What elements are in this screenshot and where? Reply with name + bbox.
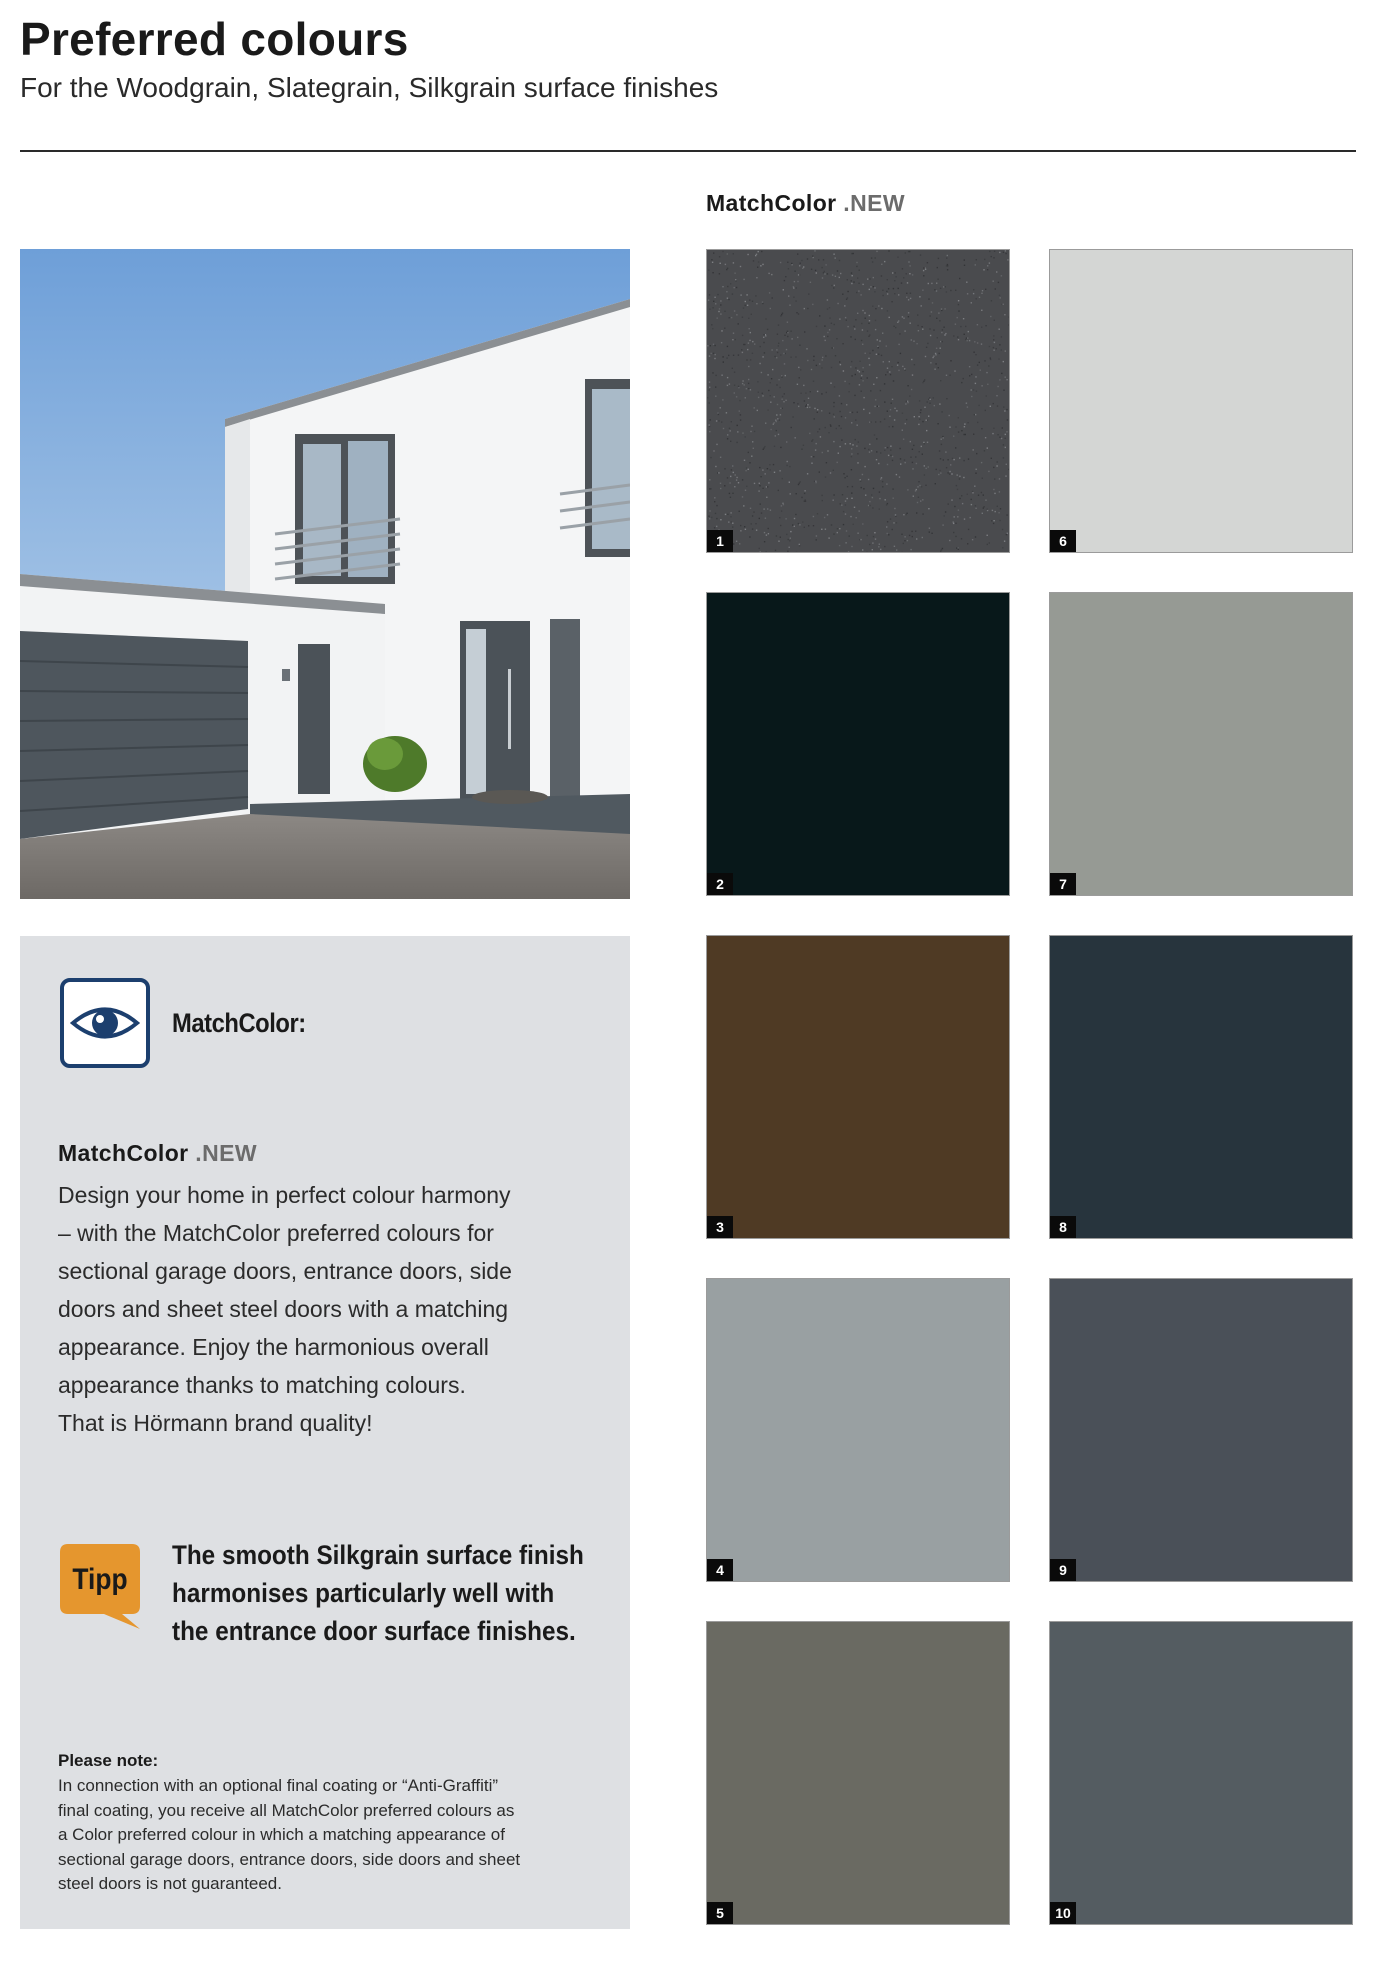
colour-swatch-9 [1049,1278,1353,1582]
colour-swatch-8 [1049,935,1353,1239]
icon-label: MatchColor: [172,1008,306,1038]
tip-line: harmonises particularly well with [172,1578,555,1608]
info-body-line: appearance. Enjoy the harmonious overall [58,1334,489,1360]
swatch-number: 8 [1050,1216,1076,1238]
note-text [58,1774,618,1897]
speech-bubble-icon [60,1544,140,1629]
note-line: sectional garage doors, entrance doors, side doors and sheet [58,1849,521,1869]
info-title-text: MatchColor [58,1140,189,1166]
colour-swatch-2 [706,592,1010,896]
colour-swatch-6 [1049,249,1353,553]
swatch-number: 2 [707,873,733,895]
swatch-section-heading [706,190,905,217]
eye-icon [60,978,150,1068]
note-line: steel doors is not guaranteed. [58,1874,282,1893]
page-title: Preferred colours [20,13,409,65]
tip-text [172,1536,584,1650]
swatch-heading-text: MatchColor [706,190,837,216]
info-title [58,1140,257,1167]
colour-swatch-1 [706,249,1010,553]
info-body-line: Design your home in perfect colour harmony [58,1182,511,1208]
note-line: In connection with an optional final coating or “Anti-Graffiti” [58,1776,499,1795]
swatch-number: 3 [707,1216,733,1238]
swatch-number: 7 [1050,873,1076,895]
note-title: Please note: [58,1751,159,1770]
info-title-new: .NEW [188,1140,257,1166]
page-subtitle: For the Woodgrain, Slategrain, Silkgrain surface finishes [20,72,719,103]
colour-swatch-5 [706,1621,1010,1925]
swatch-number: 5 [707,1902,733,1924]
tip-line: The smooth Silkgrain surface finish [172,1540,584,1570]
info-body [58,1176,598,1442]
swatch-number: 6 [1050,530,1076,552]
note-line: final coating, you receive all MatchColor preferred colours as [58,1800,515,1820]
swatch-number: 1 [707,530,733,552]
info-body-line: appearance thanks to matching colours. [58,1372,466,1398]
colour-swatch-7 [1049,592,1353,896]
info-body-line: sectional garage doors, entrance doors, side [58,1258,512,1284]
colour-swatch-3 [706,935,1010,1239]
swatch-number: 4 [707,1559,733,1581]
swatch-heading-new: .NEW [836,190,905,216]
speckle-texture [707,250,1009,552]
colour-swatch-10 [1049,1621,1353,1925]
swatch-number: 10 [1050,1902,1076,1924]
house-photo [20,249,630,899]
tip-line: the entrance door surface finishes. [172,1616,576,1646]
colour-swatch-4 [706,1278,1010,1582]
info-body-line: doors and sheet steel doors with a matching [58,1296,509,1322]
info-panel [20,936,630,1929]
swatch-number: 9 [1050,1559,1076,1581]
info-body-line: – with the MatchColor preferred colours for [58,1220,494,1246]
info-body-line: That is Hörmann brand quality! [58,1410,373,1436]
tip-label: Tipp [72,1561,128,1596]
header-divider [20,150,1356,152]
note-line: a Color preferred colour in which a matching appearance of [58,1825,505,1844]
